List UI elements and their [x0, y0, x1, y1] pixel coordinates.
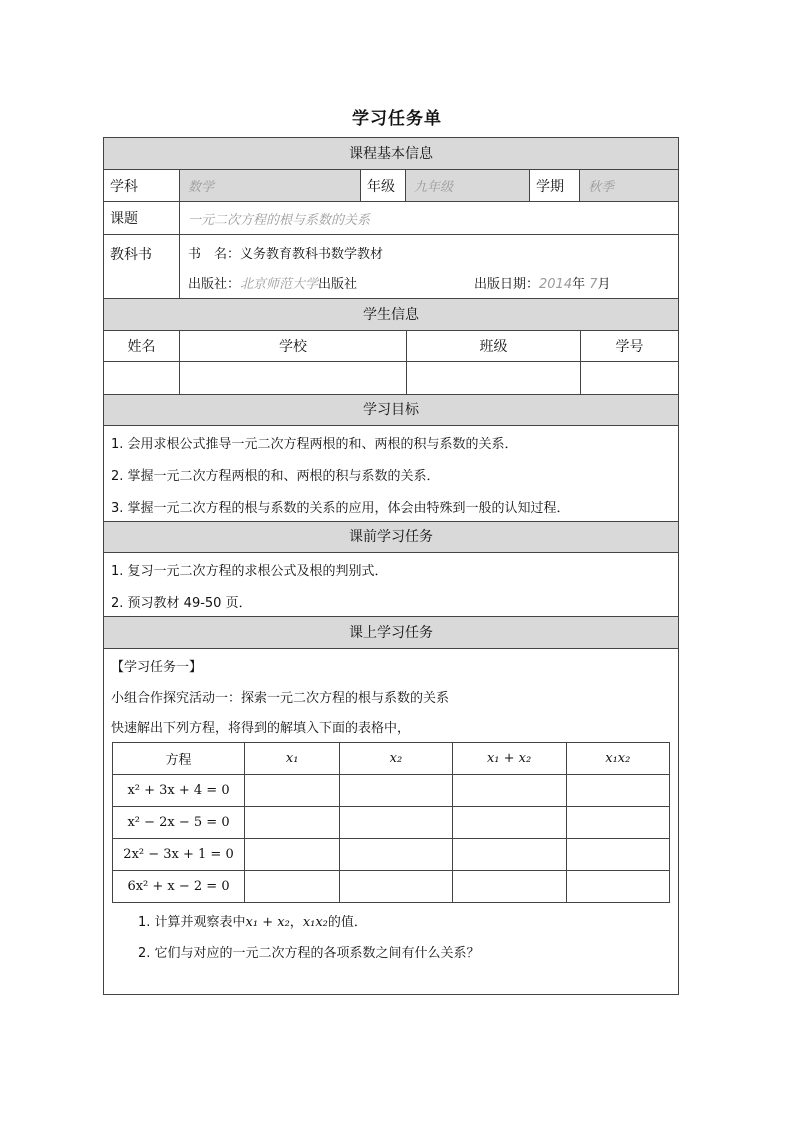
answer-cell[interactable]: [245, 871, 340, 903]
answer-cell[interactable]: [245, 839, 340, 871]
answer-cell[interactable]: [566, 871, 669, 903]
question-1-suffix: 的值．: [327, 915, 367, 930]
answer-cell[interactable]: [340, 807, 452, 839]
student-blank-row: [104, 362, 678, 395]
topic-row: [104, 202, 678, 235]
class-tasks-header-text: 课上学习任务: [349, 625, 433, 641]
answer-cell[interactable]: [566, 807, 669, 839]
x2-col-header: x₂: [340, 743, 452, 775]
student-id-cell[interactable]: [580, 362, 678, 394]
pre-task-item-1: 1. 复习一元二次方程的求根公式及根的判别式．: [111, 564, 388, 579]
date-year-suffix: 年: [572, 277, 590, 292]
answer-cell[interactable]: [452, 775, 566, 807]
term-value: 秋季: [579, 170, 678, 201]
subject-label: 学科: [110, 178, 138, 195]
student-columns-row: [104, 331, 678, 362]
course-info-header-text: 课程基本信息: [349, 146, 433, 162]
answer-cell[interactable]: [245, 775, 340, 807]
equation-table: [112, 742, 670, 903]
task-one-title: 【学习任务一】: [111, 660, 203, 675]
publisher-label: 出版社：: [188, 277, 241, 292]
date-month-suffix: 月: [597, 277, 611, 292]
equation-4: 6x² + x − 2 = 0: [113, 871, 245, 903]
course-info-header: [104, 138, 678, 170]
table-row: [113, 775, 670, 807]
class-cell[interactable]: [406, 362, 580, 394]
topic-value: 一元二次方程的根与系数的关系: [179, 202, 678, 234]
topic-label: 课题: [110, 211, 138, 227]
activity-one: 小组合作探究活动一：探索一元二次方程的根与系数的关系: [111, 691, 450, 706]
textbook-details: [179, 235, 678, 298]
equation-col-header: 方程: [113, 743, 245, 775]
pre-task-item-2: 2. 预习教材 49-50 页．: [111, 596, 252, 611]
student-info-header: [104, 299, 678, 331]
table-row: [113, 839, 670, 871]
class-tasks-header: [104, 617, 678, 649]
equation-2: x² − 2x − 5 = 0: [113, 807, 245, 839]
instruction-line: 快速解出下列方程，将得到的解填入下面的表格中，: [111, 721, 411, 736]
answer-cell[interactable]: [452, 807, 566, 839]
textbook-row: [104, 235, 678, 299]
answer-cell[interactable]: [245, 807, 340, 839]
date-year: 2014: [539, 277, 573, 292]
answer-cell[interactable]: [452, 871, 566, 903]
question-2: 2. 它们与对应的一元二次方程的各项系数之间有什么关系？: [138, 946, 480, 961]
col-student-id: 学号: [580, 331, 678, 361]
publisher-value: 北京师范大学: [240, 277, 319, 292]
answer-cell[interactable]: [340, 839, 452, 871]
objective-item-2: 2. 掌握一元二次方程两根的和、两根的积与系数的关系．: [111, 469, 440, 484]
product-col-header: x₁x₂: [566, 743, 669, 775]
task-sheet-table: [103, 137, 679, 995]
publisher-line: [188, 273, 357, 292]
col-class: 班级: [406, 331, 580, 361]
equation-1: x² + 3x + 4 = 0: [113, 775, 245, 807]
page-title: 学习任务单: [352, 109, 442, 129]
date-month: 7: [589, 277, 598, 292]
subject-value: 数学: [179, 170, 360, 201]
objective-item-3: 3. 掌握一元二次方程的根与系数的关系的应用，体会由特殊到一般的认知过程．: [111, 501, 570, 516]
pre-tasks-header: [104, 522, 678, 553]
school-cell[interactable]: [179, 362, 406, 394]
question-1-sum: x₁ + x₂: [245, 915, 290, 930]
textbook-label: 教科书: [110, 247, 152, 263]
objectives-body: [104, 426, 678, 522]
objectives-header: [104, 395, 678, 426]
pre-tasks-body: [104, 553, 678, 617]
date-label: 出版日期：: [474, 277, 540, 292]
question-1-sep: ，: [289, 915, 303, 930]
publish-date-line: [474, 273, 611, 292]
objectives-header-text: 学习目标: [363, 402, 419, 418]
name-cell[interactable]: [104, 362, 179, 394]
answer-cell[interactable]: [566, 839, 669, 871]
pre-tasks-header-text: 课前学习任务: [349, 529, 433, 545]
answer-cell[interactable]: [566, 775, 669, 807]
grade-label: 年级: [360, 170, 405, 201]
answer-cell[interactable]: [340, 775, 452, 807]
grade-value: 九年级: [405, 170, 529, 201]
question-1: [138, 911, 367, 930]
sum-col-header: x₁ + x₂: [452, 743, 566, 775]
publisher-suffix: 出版社: [318, 277, 358, 292]
col-name: 姓名: [127, 339, 156, 355]
question-1-prefix: 1. 计算并观察表中: [138, 915, 246, 930]
x1-col-header: x₁: [245, 743, 340, 775]
answer-cell[interactable]: [340, 871, 452, 903]
equation-table-header: [113, 743, 670, 775]
book-name: 书 名：义务教育教科书数学教材: [188, 247, 384, 262]
equation-3: 2x² − 3x + 1 = 0: [113, 839, 245, 871]
question-1-product: x₁x₂: [302, 915, 328, 930]
student-info-header-text: 学生信息: [363, 307, 419, 323]
answer-cell[interactable]: [452, 839, 566, 871]
objective-item-1: 1. 会用求根公式推导一元二次方程两根的和、两根的积与系数的关系．: [111, 437, 518, 452]
term-label: 学期: [529, 170, 579, 201]
table-row: [113, 871, 670, 903]
col-school: 学校: [179, 331, 406, 361]
table-row: [113, 807, 670, 839]
subject-row: [104, 170, 678, 202]
